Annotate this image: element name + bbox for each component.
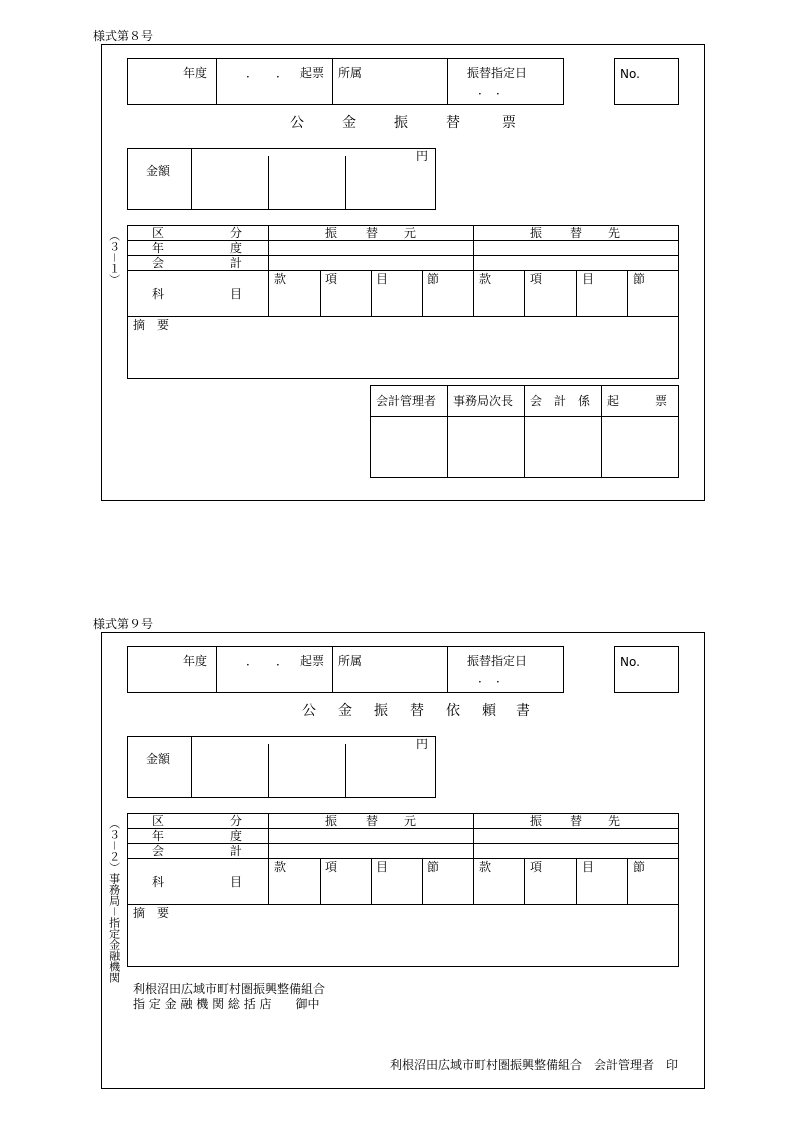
addressee-bank: 指 定 金 融 機 関 総 括 店 御中	[133, 997, 320, 1011]
title-char: 書	[516, 703, 530, 719]
cell-moku: 目	[582, 860, 595, 874]
furikae-day-label: 振替指定日	[467, 66, 528, 80]
date-dots: ． ．	[246, 654, 289, 668]
cell-kan: 款	[274, 860, 287, 874]
account-table	[127, 225, 679, 379]
moto-char: 元	[404, 814, 417, 828]
saki-char: 振	[530, 814, 543, 828]
kaikei-b: 計	[230, 256, 243, 270]
cell-moku: 目	[376, 860, 389, 874]
saki-char: 替	[570, 226, 583, 240]
no-label: No.	[620, 655, 640, 669]
cell-moku: 目	[582, 272, 595, 286]
addressee-org: 利根沼田広域市町村圏振興整備組合	[133, 982, 326, 996]
yen-label: 円	[416, 149, 429, 163]
amount-label: 金額	[146, 164, 171, 178]
kubun-a: 区	[152, 814, 165, 828]
moto-char: 元	[404, 226, 417, 240]
title-char: 振	[374, 703, 388, 719]
title-char: 金	[338, 703, 352, 719]
cell-kou: 項	[325, 860, 338, 874]
tekiyo-label: 摘 要	[133, 906, 170, 920]
no-label: No.	[620, 67, 640, 81]
kamoku-b: 目	[230, 287, 243, 301]
saki-char: 先	[608, 226, 621, 240]
amount-box	[127, 736, 436, 798]
nendo-a: 年	[152, 241, 165, 255]
furikae-dots: ． ．	[478, 671, 509, 685]
shozoku-label: 所属	[338, 66, 363, 80]
kubun-b: 分	[230, 814, 243, 828]
title-char: 振	[394, 115, 408, 131]
year-label: 年度	[183, 66, 208, 80]
saki-char: 振	[530, 226, 543, 240]
cell-moku: 目	[376, 272, 389, 286]
kubun-a: 区	[152, 226, 165, 240]
kamoku-b: 目	[230, 875, 243, 889]
furikae-day-label: 振替指定日	[467, 654, 528, 668]
side-label: （３－１）	[107, 230, 121, 285]
moto-char: 振	[325, 814, 338, 828]
title-char: 金	[342, 115, 356, 131]
title-char: 公	[290, 115, 304, 131]
cell-setsu: 節	[427, 272, 440, 286]
nendo-b: 度	[230, 829, 243, 843]
kihyo-label: 起票	[300, 654, 325, 668]
moto-char: 替	[366, 226, 379, 240]
shozoku-label: 所属	[338, 654, 363, 668]
cell-kou: 項	[530, 272, 543, 286]
cell-kan: 款	[274, 272, 287, 286]
cell-kou: 項	[530, 860, 543, 874]
kaikei-a: 会	[152, 256, 165, 270]
cell-kan: 款	[479, 272, 492, 286]
kubun-b: 分	[230, 226, 243, 240]
saki-char: 替	[570, 814, 583, 828]
moto-char: 替	[366, 814, 379, 828]
side-label: （３－２）事務局－指定金融機関	[107, 818, 121, 983]
kamoku-a: 科	[152, 875, 165, 889]
date-dots: ． ．	[246, 66, 289, 80]
year-label: 年度	[183, 654, 208, 668]
no-box	[614, 646, 679, 693]
form-number: 様式第８号	[93, 29, 154, 43]
nendo-b: 度	[230, 241, 243, 255]
cell-setsu: 節	[427, 860, 440, 874]
signature-line: 利根沼田広域市町村圏振興整備組合 会計管理者 印	[390, 1058, 679, 1072]
title-char: 替	[446, 115, 460, 131]
cell-setsu: 節	[633, 272, 646, 286]
approver-kaikei-kanrisha: 会計管理者	[376, 394, 437, 408]
cell-kou: 項	[325, 272, 338, 286]
tekiyo-label: 摘 要	[133, 318, 170, 332]
cell-setsu: 節	[633, 860, 646, 874]
saki-char: 先	[608, 814, 621, 828]
title-char: 依	[446, 703, 460, 719]
title-char: 公	[302, 703, 316, 719]
amount-label: 金額	[146, 752, 171, 766]
approver-kaikei-kakari: 会 計 係	[530, 394, 591, 408]
kaikei-b: 計	[230, 844, 243, 858]
approver-kihyo: 起 票	[607, 394, 668, 408]
title-char: 頼	[482, 703, 496, 719]
account-table	[127, 813, 679, 967]
kihyo-label: 起票	[300, 66, 325, 80]
form-number: 様式第９号	[93, 617, 154, 631]
moto-char: 振	[325, 226, 338, 240]
kaikei-a: 会	[152, 844, 165, 858]
furikae-dots: ． ．	[478, 83, 509, 97]
nendo-a: 年	[152, 829, 165, 843]
amount-box	[127, 148, 436, 210]
title-char: 票	[502, 115, 516, 131]
kamoku-a: 科	[152, 287, 165, 301]
title-char: 替	[410, 703, 424, 719]
cell-kan: 款	[479, 860, 492, 874]
approver-jimukyoku-jicho: 事務局次長	[453, 394, 514, 408]
no-box	[614, 58, 679, 105]
yen-label: 円	[416, 737, 429, 751]
